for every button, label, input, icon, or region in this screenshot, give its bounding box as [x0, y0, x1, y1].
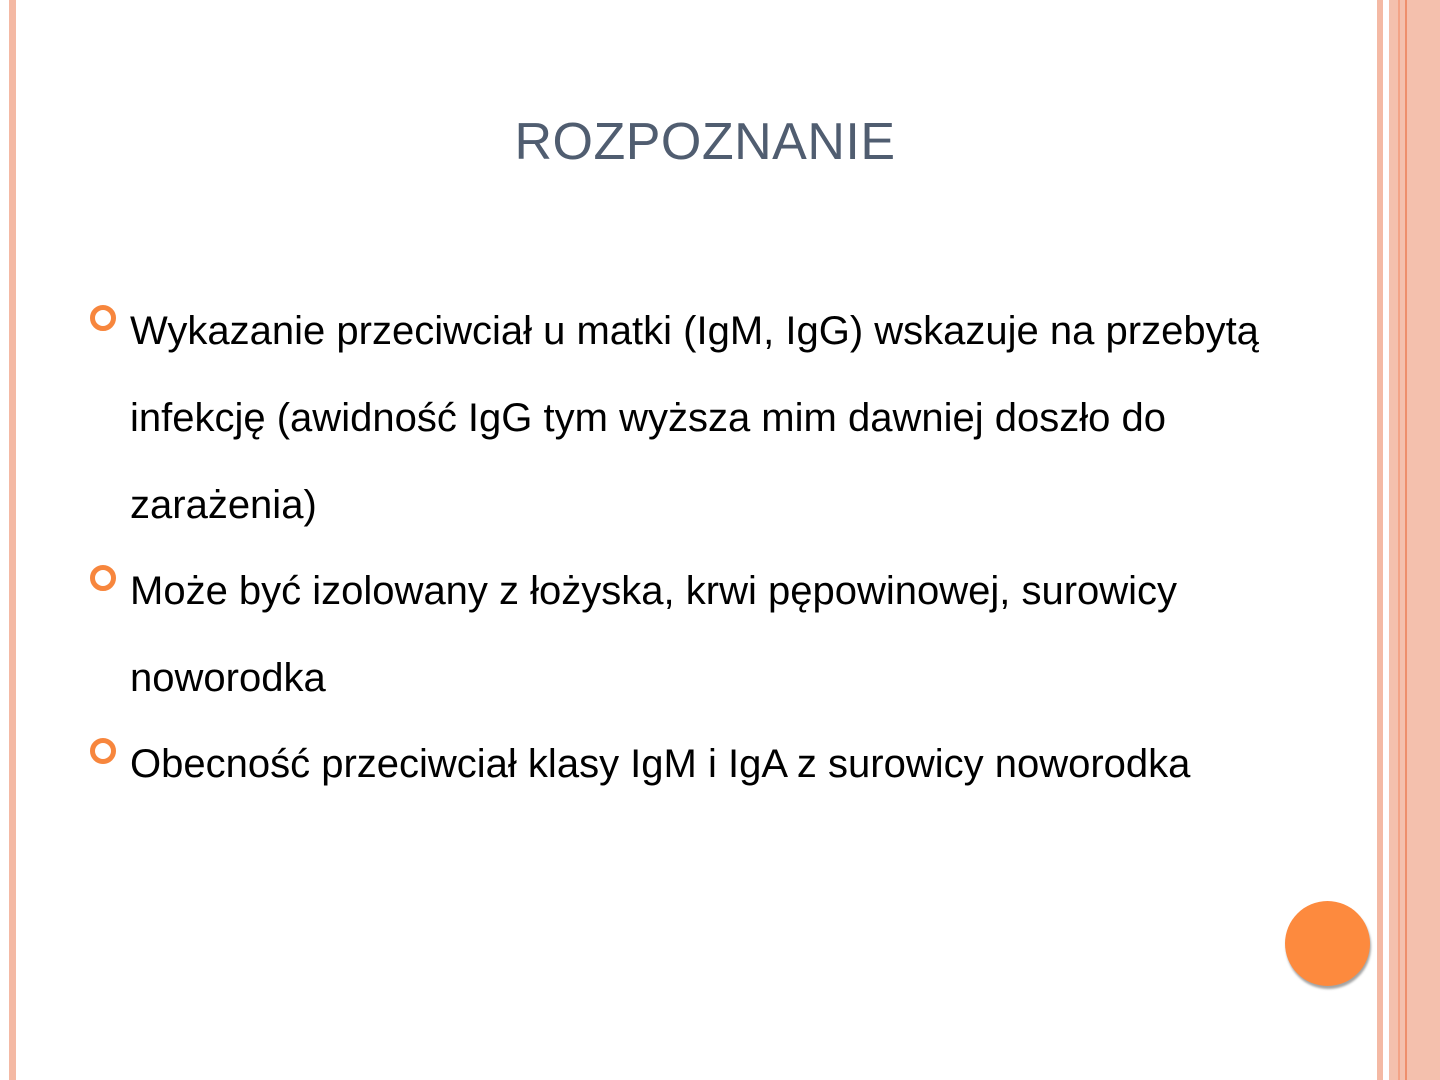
bullet-item [88, 721, 1358, 808]
bullet-text: Może być izolowany z łożyska, krwi pępowinowej, surowicy noworodka [130, 569, 1178, 700]
ring-bullet-icon [90, 305, 116, 331]
bullet-text: Wykazanie przeciwciał u matki (IgM, IgG) wskazuje na przebytą infekcję (awidność IgG tym wyższa mim dawniej doszło do zarażenia) [130, 309, 1259, 527]
decorative-orange-circle-icon [1285, 901, 1370, 986]
slide-title: ROZPOZNANIE [514, 113, 896, 171]
bullet-text: Obecność przeciwciał klasy IgM i IgA z surowicy noworodka [130, 742, 1191, 786]
ring-bullet-icon [90, 738, 116, 764]
bullet-list [88, 288, 1358, 807]
bullet-item [88, 288, 1358, 549]
bullet-item [88, 548, 1358, 722]
ring-bullet-icon [90, 565, 116, 591]
